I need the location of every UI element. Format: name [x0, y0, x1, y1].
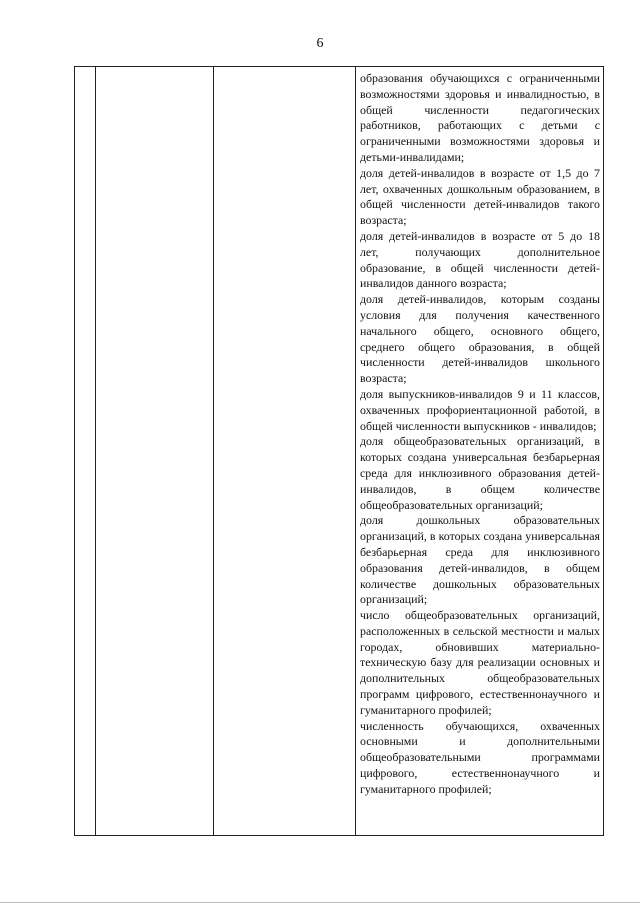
indicator-paragraph: доля детей-инвалидов в возрасте от 5 до 18 лет, получающих дополнительное образование, в общей численности детей-инвалидов данного возраста;	[360, 228, 600, 291]
indicator-paragraph: доля детей-инвалидов, которым созданы условия для получения качественного начального общего, основного общего, среднего общего образования, в общей численности детей-инвалидов школьного возраста;	[360, 292, 600, 386]
column-divider	[355, 67, 356, 835]
column-divider	[95, 67, 96, 835]
column-divider	[213, 67, 214, 835]
indicators-cell	[360, 71, 600, 798]
indicator-paragraph: число общеобразовательных организаций, расположенных в сельской местности и малых городах, обновивших материально-техническую базу для реализации основных и дополнительных общеобразовательных программ цифрового, естественнонаучного и гуманитарного профилей;	[360, 608, 600, 717]
indicator-paragraph: образования обучающихся с ограниченными возможностями здоровья и инвалидностью, в общей численности педагогических работников, работающих с детьми с ограниченными возможностями здоровья и детьми-инвалидами;	[360, 71, 600, 164]
indicator-paragraph: доля дошкольных образовательных организаций, в которых создана универсальная безбарьерная среда для инклюзивного образования детей-инвалидов, в общем количестве дошкольных образовательных организаций;	[360, 513, 600, 607]
page-number: 6	[316, 36, 324, 51]
indicator-paragraph: доля общеобразовательных организаций, в которых создана универсальная безбарьерная среда для инклюзивного образования детей-инвалидов, в общем количестве общеобразовательных организаций;	[360, 434, 600, 512]
document-table	[74, 66, 604, 836]
indicator-paragraph: доля выпускников-инвалидов 9 и 11 классов, охваченных профориентационной работой, в общей численности выпускников - инвалидов;	[360, 386, 600, 433]
scan-artifact-line	[0, 902, 640, 903]
indicator-paragraph: доля детей-инвалидов в возрасте от 1,5 до 7 лет, охваченных дошкольным образованием, в общей численности детей-инвалидов такого возраста;	[360, 165, 600, 228]
indicator-paragraph: численность обучающихся, охваченных основными и дополнительными общеобразовательными программами цифрового, естественнонаучного и гуманитарного профилей;	[360, 718, 600, 796]
